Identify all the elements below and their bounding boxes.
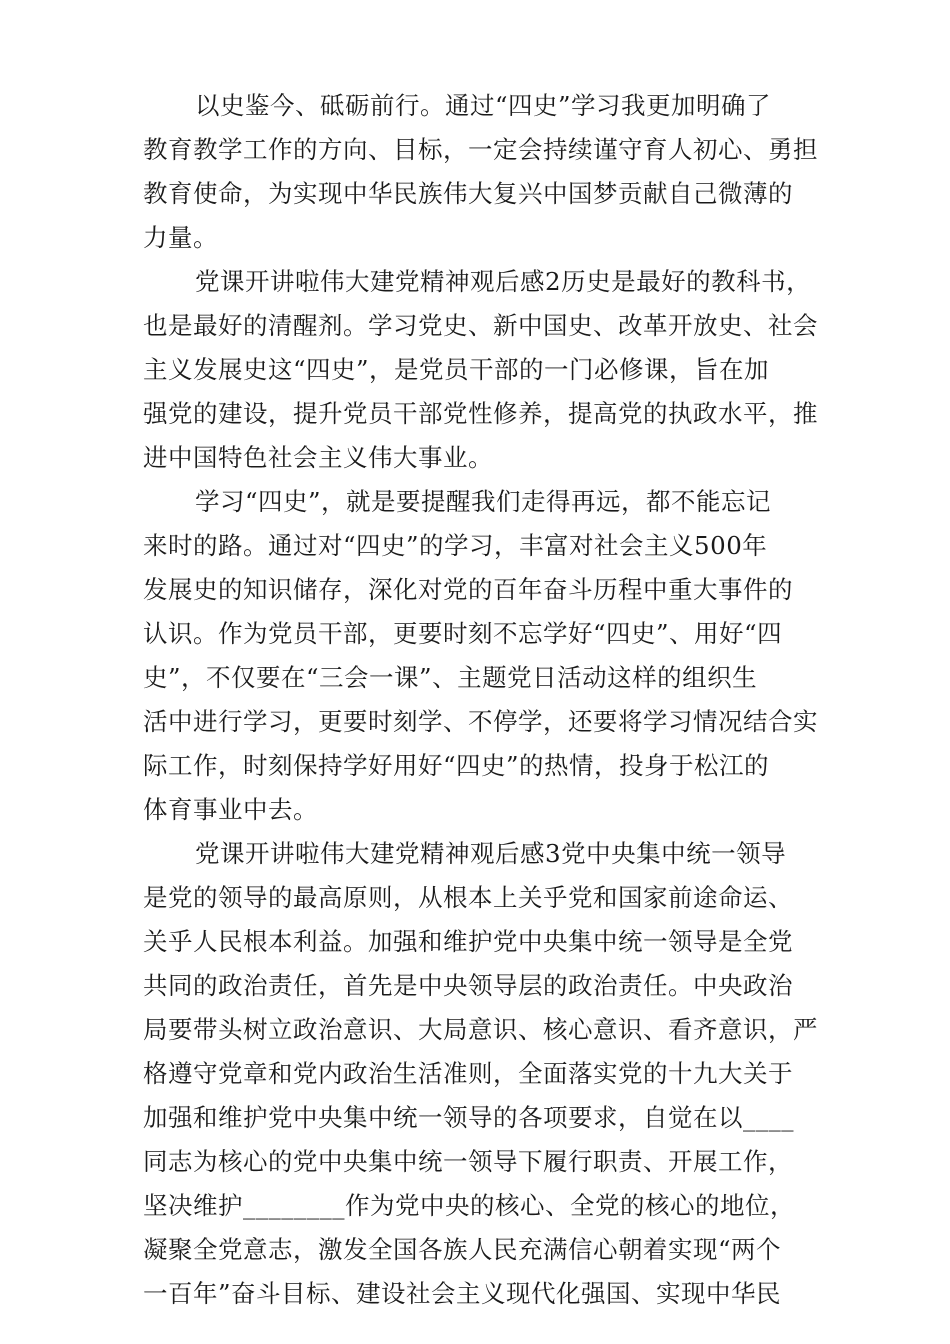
text-line: 也是最好的清醒剂。学习党史、新中国史、改革开放史、社会	[143, 311, 818, 340]
text-line: 同志为核心的党中央集中统一领导下履行职责、开展工作，	[143, 1147, 793, 1176]
text-line: 主义发展史这“四史”，是党员干部的一门必修课，旨在加	[143, 355, 770, 384]
document-body	[143, 84, 818, 1316]
text-line: 发展史的知识储存，深化对党的百年奋斗历程中重大事件的	[143, 575, 793, 604]
text-line: 加强和维护党中央集中统一领导的各项要求，自觉在以____	[143, 1103, 794, 1132]
text-line: 关乎人民根本利益。加强和维护党中央集中统一领导是全党	[143, 927, 793, 956]
text-line: 局要带头树立政治意识、大局意识、核心意识、看齐意识，严	[143, 1015, 818, 1044]
text-line: 际工作，时刻保持学好用好“四史”的热情，投身于松江的	[143, 751, 770, 780]
text-line: 一百年”奋斗目标、建设社会主义现代化强国、实现中华民	[143, 1279, 782, 1308]
text-line: 力量。	[143, 223, 218, 252]
text-line: 教育教学工作的方向、目标，一定会持续谨守育人初心、勇担	[143, 135, 818, 164]
text-line: 认识。作为党员干部，更要时刻不忘学好“四史”、用好“四	[143, 619, 783, 648]
text-line: 体育事业中去。	[143, 795, 318, 824]
text-line: 来时的路。通过对“四史”的学习，丰富对社会主义500年	[143, 531, 768, 560]
text-line: 凝聚全党意志，激发全国各族人民充满信心朝着实现“两个	[143, 1235, 782, 1264]
paragraph-first-line: 党课开讲啦伟大建党精神观后感3党中央集中统一领导	[195, 839, 787, 868]
text-line: 共同的政治责任，首先是中央领导层的政治责任。中央政治	[143, 971, 793, 1000]
text-line: 坚决维护________作为党中央的核心、全党的核心的地位，	[143, 1191, 795, 1220]
text-line: 强党的建设，提升党员干部党性修养，提高党的执政水平，推	[143, 399, 818, 428]
paragraph-first-line: 党课开讲啦伟大建党精神观后感2历史是最好的教科书，	[195, 267, 812, 296]
text-line: 活中进行学习，更要时刻学、不停学，还要将学习情况结合实	[143, 707, 818, 736]
paragraph-first-line: 学习“四史”，就是要提醒我们走得再远，都不能忘记	[195, 487, 772, 516]
text-line: 史”，不仅要在“三会一课”、主题党日活动这样的组织生	[143, 663, 758, 692]
text-line: 格遵守党章和党内政治生活准则，全面落实党的十九大关于	[143, 1059, 793, 1088]
text-line: 进中国特色社会主义伟大事业。	[143, 443, 493, 472]
paragraph-first-line: 以史鉴今、砥砺前行。通过“四史”学习我更加明确了	[195, 91, 772, 120]
text-line: 教育使命，为实现中华民族伟大复兴中国梦贡献自己微薄的	[143, 179, 793, 208]
text-line: 是党的领导的最高原则，从根本上关乎党和国家前途命运、	[143, 883, 793, 912]
